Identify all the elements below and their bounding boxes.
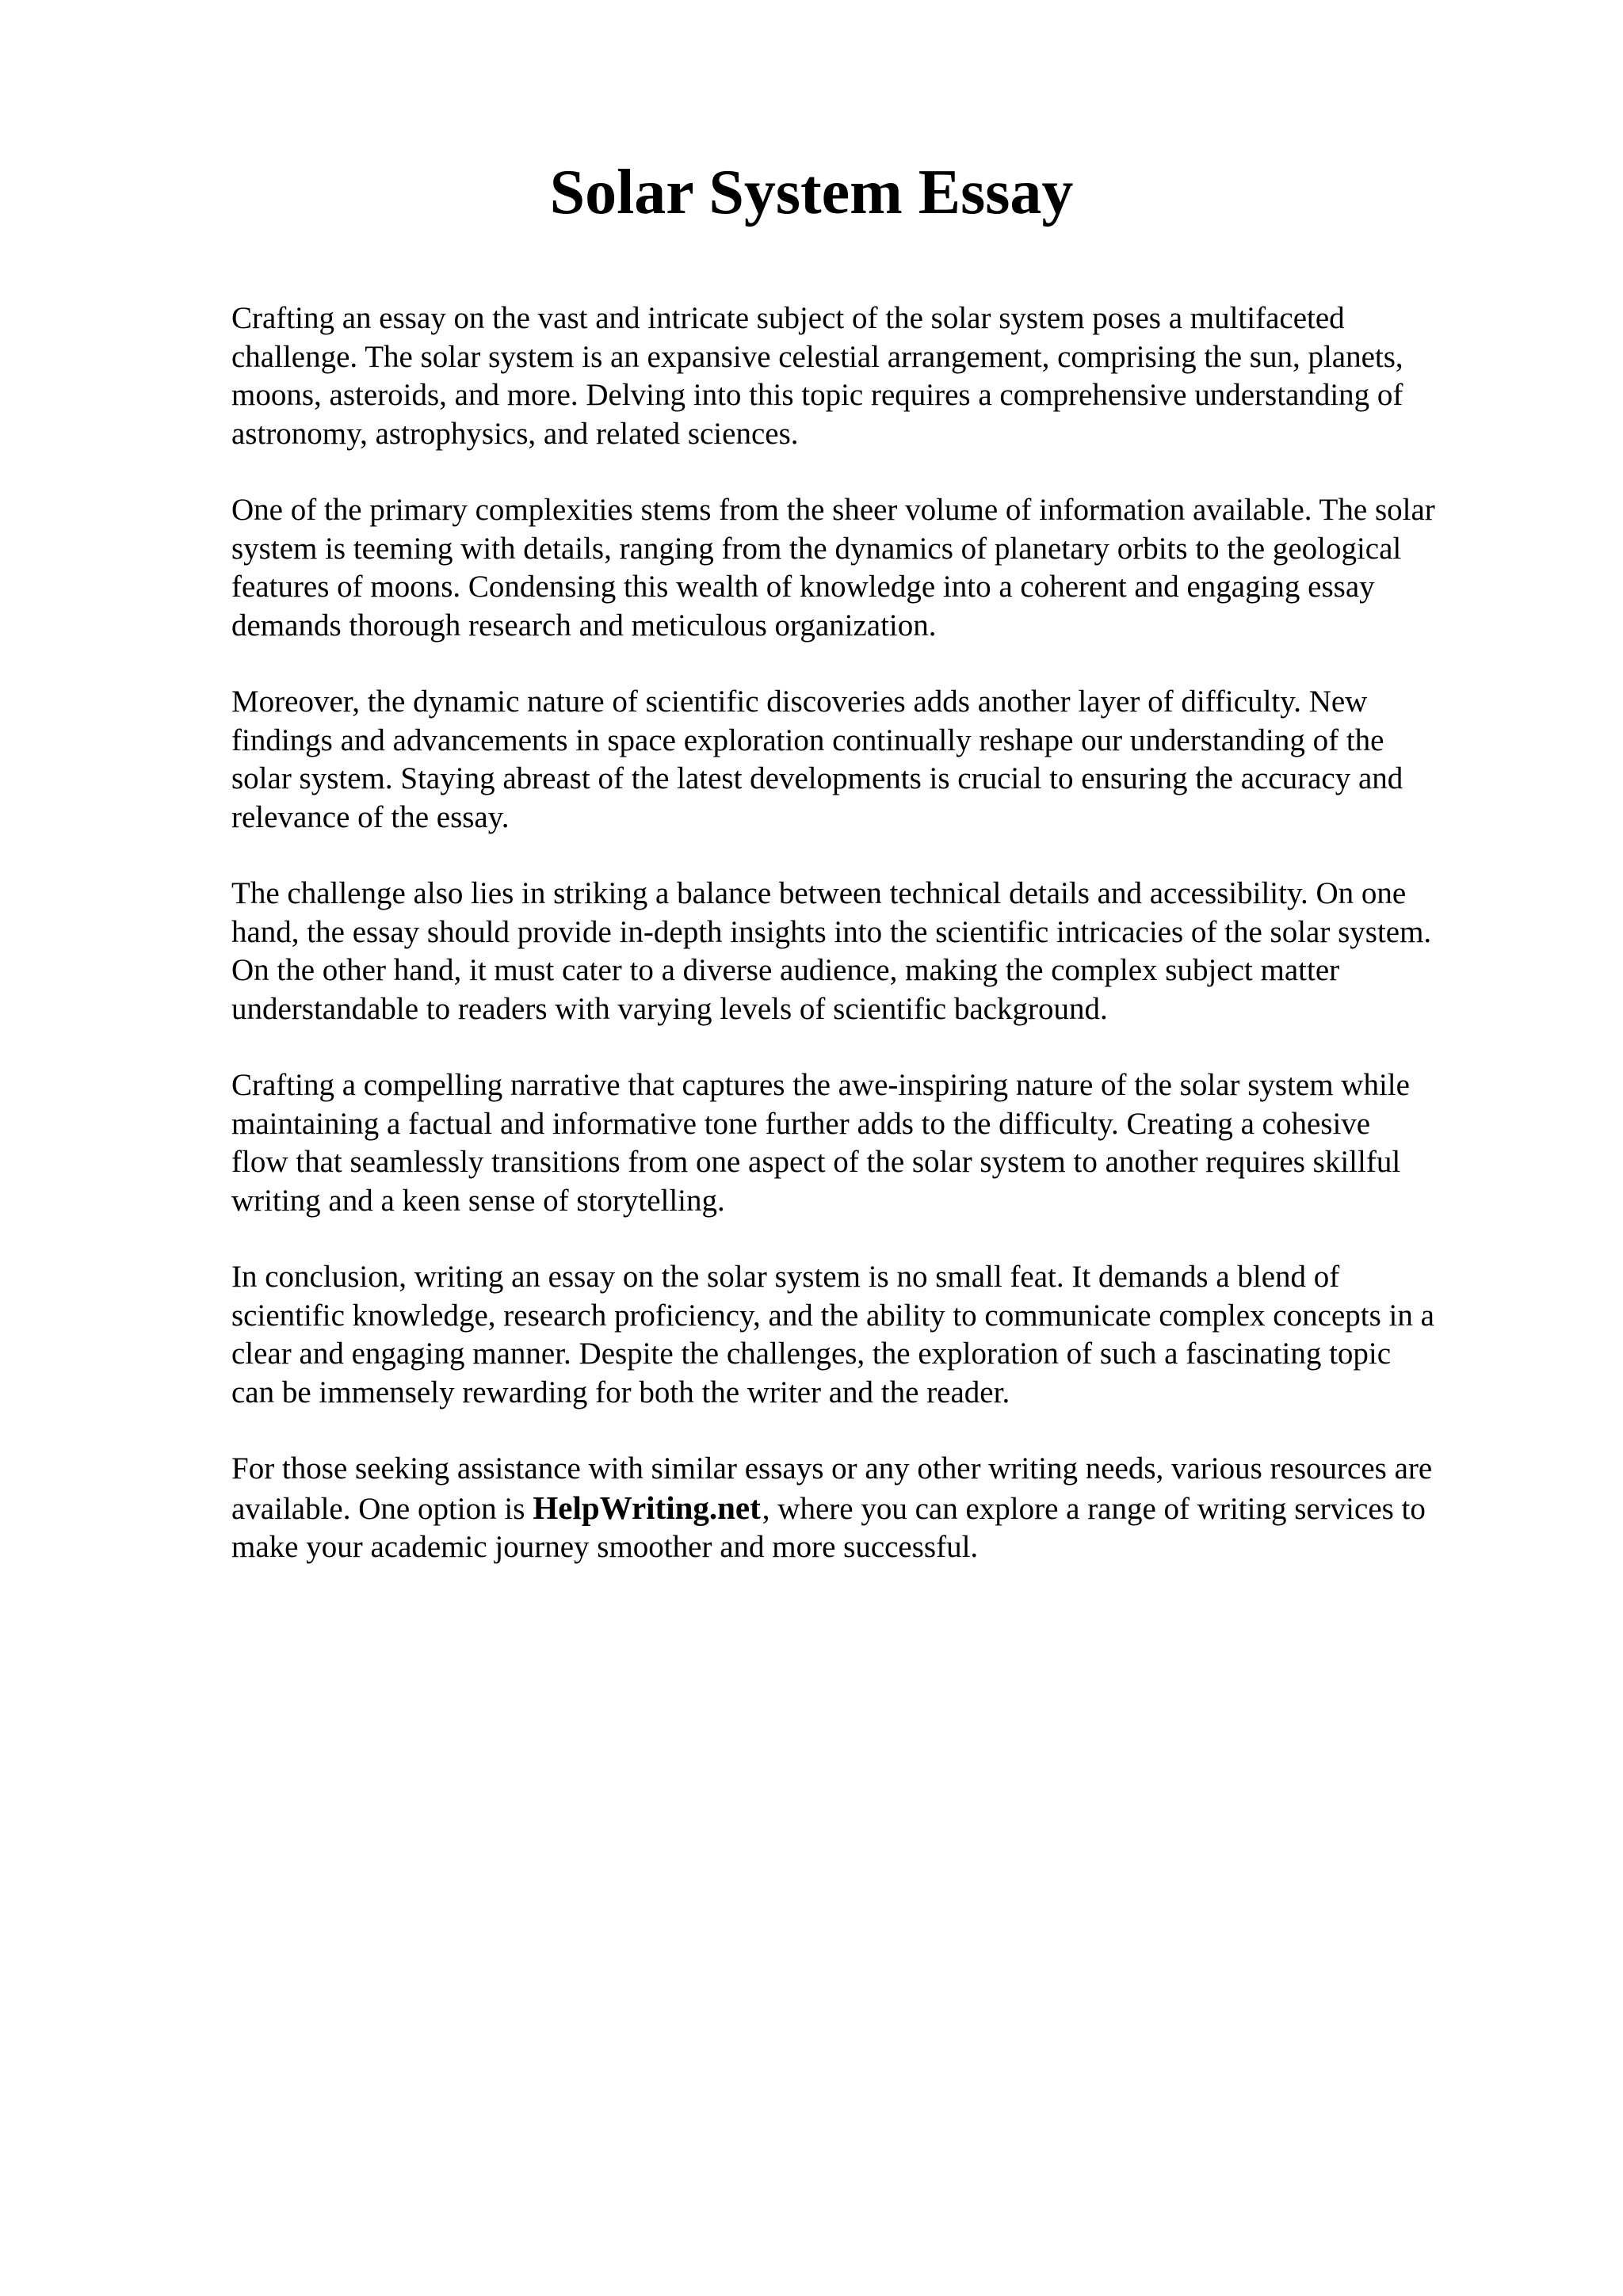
text-line: solar system. Staying abreast of the latest developments is crucial to ensuring the accuracy and bbox=[231, 761, 1403, 795]
text-line: In conclusion, writing an essay on the solar system is no small feat. It demands a blend of bbox=[231, 1260, 1340, 1294]
text-line: clear and engaging manner. Despite the challenges, the exploration of such a fascinating topic bbox=[231, 1337, 1392, 1371]
text-line: challenge. The solar system is an expansive celestial arrangement, comprising the sun, planets, bbox=[231, 339, 1403, 374]
paragraph-3 bbox=[231, 683, 1531, 837]
paragraph-4 bbox=[231, 875, 1531, 1028]
page-title: Solar System Essay bbox=[549, 158, 1074, 227]
text-line: writing and a keen sense of storytelling. bbox=[231, 1183, 725, 1218]
text-line: features of moons. Condensing this wealth of knowledge into a coherent and engaging essay bbox=[231, 570, 1375, 604]
text-line: Moreover, the dynamic nature of scientific discoveries adds another layer of difficulty. New bbox=[231, 685, 1368, 719]
paragraph-2 bbox=[231, 491, 1531, 645]
paragraph-5 bbox=[231, 1066, 1531, 1220]
text-line: findings and advancements in space exploration continually reshape our understanding of the bbox=[231, 723, 1384, 757]
text-segment: , where you can explore a range of writing services to bbox=[762, 1491, 1426, 1526]
paragraph-1 bbox=[231, 299, 1531, 453]
closing-paragraph bbox=[231, 1450, 1531, 1567]
text-line: system is teeming with details, ranging from the dynamics of planetary orbits to the geological bbox=[231, 531, 1402, 566]
text-line: The challenge also lies in striking a balance between technical details and accessibility. On one bbox=[231, 876, 1407, 910]
text-line: maintaining a factual and informative tone further adds to the difficulty. Creating a cohesive bbox=[231, 1106, 1371, 1141]
paragraph-6 bbox=[231, 1258, 1531, 1412]
helpwriting-link[interactable]: HelpWriting.net bbox=[533, 1489, 761, 1526]
text-line-with-link bbox=[231, 1489, 1531, 1529]
text-line: make your academic journey smoother and more successful. bbox=[231, 1530, 979, 1564]
text-line: scientific knowledge, research proficiency, and the ability to communicate complex concepts in a bbox=[231, 1298, 1434, 1333]
text-line: Crafting an essay on the vast and intricate subject of the solar system poses a multifaceted bbox=[231, 301, 1345, 335]
text-line: relevance of the essay. bbox=[231, 799, 510, 834]
text-line: astronomy, astrophysics, and related sciences. bbox=[231, 416, 799, 451]
text-line: On the other hand, it must cater to a diverse audience, making the complex subject matter bbox=[231, 953, 1340, 987]
essay-body bbox=[231, 299, 1531, 1605]
text-line: flow that seamlessly transitions from one aspect of the solar system to another requires skillful bbox=[231, 1145, 1401, 1179]
text-line: Crafting a compelling narrative that captures the awe-inspiring nature of the solar system while bbox=[231, 1068, 1410, 1102]
text-line: moons, asteroids, and more. Delving into this topic requires a comprehensive understanding of bbox=[231, 378, 1403, 412]
text-line: demands thorough research and meticulous organization. bbox=[231, 608, 937, 643]
text-line: hand, the essay should provide in-depth insights into the scientific intricacies of the solar system. bbox=[231, 914, 1432, 949]
text-line: For those seeking assistance with similar essays or any other writing needs, various resources are bbox=[231, 1451, 1433, 1486]
text-line: One of the primary complexities stems from the sheer volume of information available. The solar bbox=[231, 493, 1435, 527]
text-line: understandable to readers with varying levels of scientific background. bbox=[231, 991, 1108, 1026]
text-line: can be immensely rewarding for both the writer and the reader. bbox=[231, 1375, 1010, 1409]
text-segment: available. One option is bbox=[231, 1491, 525, 1526]
